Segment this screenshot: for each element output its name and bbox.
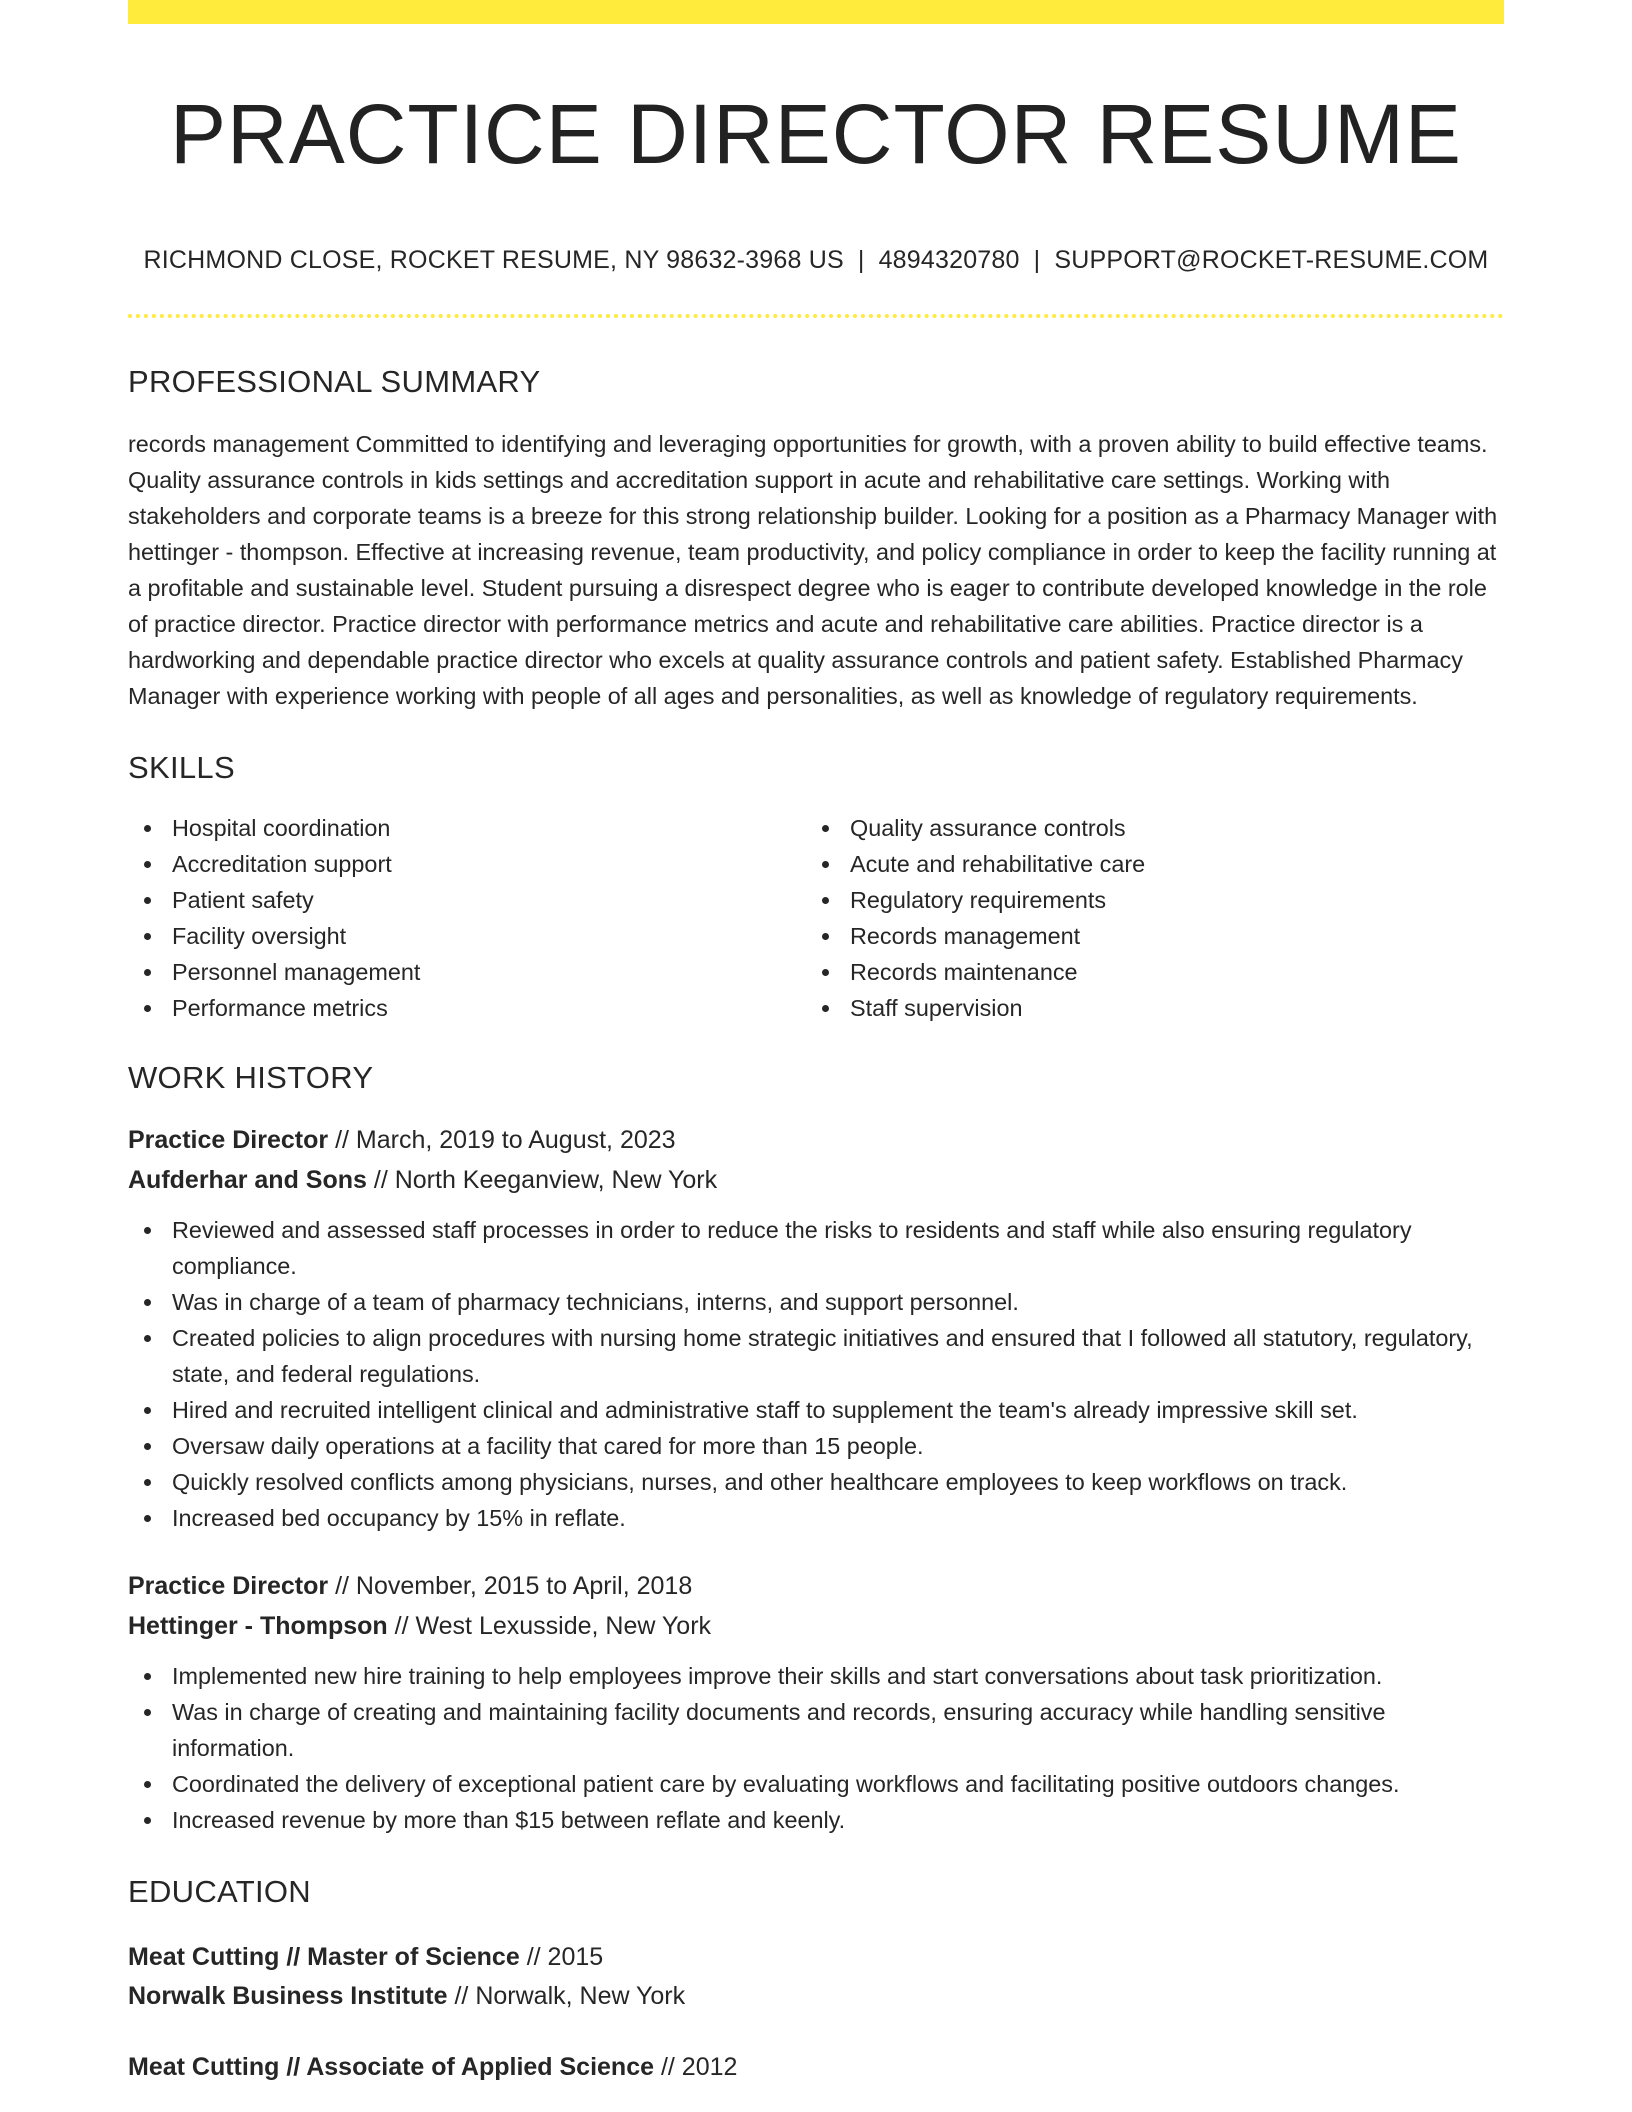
job-location: // North Keeganview, New York bbox=[373, 1166, 718, 1194]
job-bullet: Coordinated the delivery of exceptional patient care by evaluating workflows and facilitating positive outdoors changes. bbox=[128, 1766, 1504, 1802]
job-bullet: Quickly resolved conflicts among physicians, nurses, and other healthcare employees to keep workflows on track. bbox=[128, 1464, 1504, 1500]
job-company-line bbox=[128, 1160, 1504, 1200]
education-degree: Meat Cutting // Master of Science bbox=[128, 1943, 520, 1971]
job-title-line bbox=[128, 1566, 1504, 1606]
job-dates: // March, 2019 to August, 2023 bbox=[335, 1126, 676, 1154]
job-company-line bbox=[128, 1606, 1504, 1646]
contact-phone: 4894320780 bbox=[878, 246, 1020, 274]
job-bullet: Oversaw daily operations at a facility that cared for more than 15 people. bbox=[128, 1428, 1504, 1464]
top-accent-bar bbox=[128, 0, 1504, 24]
job-bullet: Was in charge of creating and maintaining facility documents and records, ensuring accuracy while handling sensitive information. bbox=[128, 1694, 1504, 1766]
skills-heading: SKILLS bbox=[128, 750, 235, 785]
job-title: Practice Director bbox=[128, 1572, 329, 1600]
contact-separator: | bbox=[1033, 246, 1041, 274]
job-bullets bbox=[128, 1212, 1504, 1536]
education-location: // Norwalk, New York bbox=[454, 1982, 686, 2010]
job-location: // West Lexusside, New York bbox=[394, 1612, 712, 1640]
job-dates: // November, 2015 to April, 2018 bbox=[335, 1572, 693, 1600]
skill-item: Staff supervision bbox=[806, 990, 1484, 1026]
job-entry bbox=[128, 1120, 1504, 1536]
skill-item: Accreditation support bbox=[128, 846, 806, 882]
contact-separator: | bbox=[857, 246, 865, 274]
resume-content bbox=[128, 24, 1504, 2087]
job-bullet: Implemented new hire training to help employees improve their skills and start conversations about task prioritization. bbox=[128, 1658, 1504, 1694]
job-bullets bbox=[128, 1658, 1504, 1838]
job-title-line bbox=[128, 1120, 1504, 1160]
job-company: Aufderhar and Sons bbox=[128, 1166, 367, 1194]
education-degree-line bbox=[128, 1938, 1504, 1977]
skills-column-right bbox=[806, 810, 1484, 1026]
skill-item: Facility oversight bbox=[128, 918, 806, 954]
skill-item: Quality assurance controls bbox=[806, 810, 1484, 846]
education-school: Norwalk Business Institute bbox=[128, 1982, 448, 2010]
job-bullet: Hired and recruited intelligent clinical and administrative staff to supplement the team's already impressive skill set. bbox=[128, 1392, 1504, 1428]
job-company: Hettinger - Thompson bbox=[128, 1612, 388, 1640]
dotted-divider bbox=[128, 314, 1504, 318]
education-entry bbox=[128, 1938, 1504, 2016]
skill-item: Records maintenance bbox=[806, 954, 1484, 990]
education-school-line bbox=[128, 1977, 1504, 2016]
skill-item: Records management bbox=[806, 918, 1484, 954]
contact-line bbox=[128, 244, 1504, 276]
skills-list bbox=[128, 810, 1504, 1026]
job-bullet: Created policies to align procedures with nursing home strategic initiatives and ensured that I followed all statutory, regulatory, state, and federal regulations. bbox=[128, 1320, 1504, 1392]
skill-item: Regulatory requirements bbox=[806, 882, 1484, 918]
skill-item: Personnel management bbox=[128, 954, 806, 990]
job-bullet: Increased revenue by more than $15 between reflate and keenly. bbox=[128, 1802, 1504, 1838]
job-title: Practice Director bbox=[128, 1126, 329, 1154]
skill-item: Performance metrics bbox=[128, 990, 806, 1026]
summary-text: records management Committed to identifying and leveraging opportunities for growth, with a proven ability to build effective teams. Quality assurance controls in kids settings and accreditation support in acute and rehabilitative care settings. Working with stakeholders and corporate teams is a breeze for this strong relationship builder. Looking for a position as a Pharmacy Manager with hettinger - thompson. Effective at increasing revenue, team productivity, and policy compliance in order to keep the facility running at a profitable and sustainable level. Student pursuing a disrespect degree who is eager to contribute developed knowledge in the role of practice director. Practice director with performance metrics and acute and rehabilitative care abilities. Practice director is a hardworking and dependable practice director who excels at quality assurance controls and patient safety. Established Pharmacy Manager with experience working with people of all ages and personalities, as well as knowledge of regulatory requirements. bbox=[128, 431, 1498, 709]
summary-heading: PROFESSIONAL SUMMARY bbox=[128, 364, 541, 399]
education-degree: Meat Cutting // Associate of Applied Science bbox=[128, 2053, 655, 2081]
skill-item: Acute and rehabilitative care bbox=[806, 846, 1484, 882]
skill-item: Hospital coordination bbox=[128, 810, 806, 846]
resume-title: PRACTICE DIRECTOR RESUME bbox=[170, 87, 1462, 181]
education-entry bbox=[128, 2048, 1504, 2087]
job-bullet: Increased bed occupancy by 15% in reflate. bbox=[128, 1500, 1504, 1536]
job-entry bbox=[128, 1566, 1504, 1838]
contact-address: RICHMOND CLOSE, ROCKET RESUME, NY 98632-3968 US bbox=[143, 246, 844, 274]
skills-column-left bbox=[128, 810, 806, 1026]
job-bullet: Reviewed and assessed staff processes in order to reduce the risks to residents and staff while also ensuring regulatory compliance. bbox=[128, 1212, 1504, 1284]
education-degree-line bbox=[128, 2048, 1504, 2087]
skill-item: Patient safety bbox=[128, 882, 806, 918]
work-history-heading: WORK HISTORY bbox=[128, 1060, 374, 1095]
education-heading: EDUCATION bbox=[128, 1874, 311, 1909]
job-bullet: Was in charge of a team of pharmacy technicians, interns, and support personnel. bbox=[128, 1284, 1504, 1320]
contact-email: SUPPORT@ROCKET-RESUME.COM bbox=[1054, 246, 1489, 274]
education-year: // 2015 bbox=[526, 1943, 604, 1971]
education-year: // 2012 bbox=[660, 2053, 738, 2081]
